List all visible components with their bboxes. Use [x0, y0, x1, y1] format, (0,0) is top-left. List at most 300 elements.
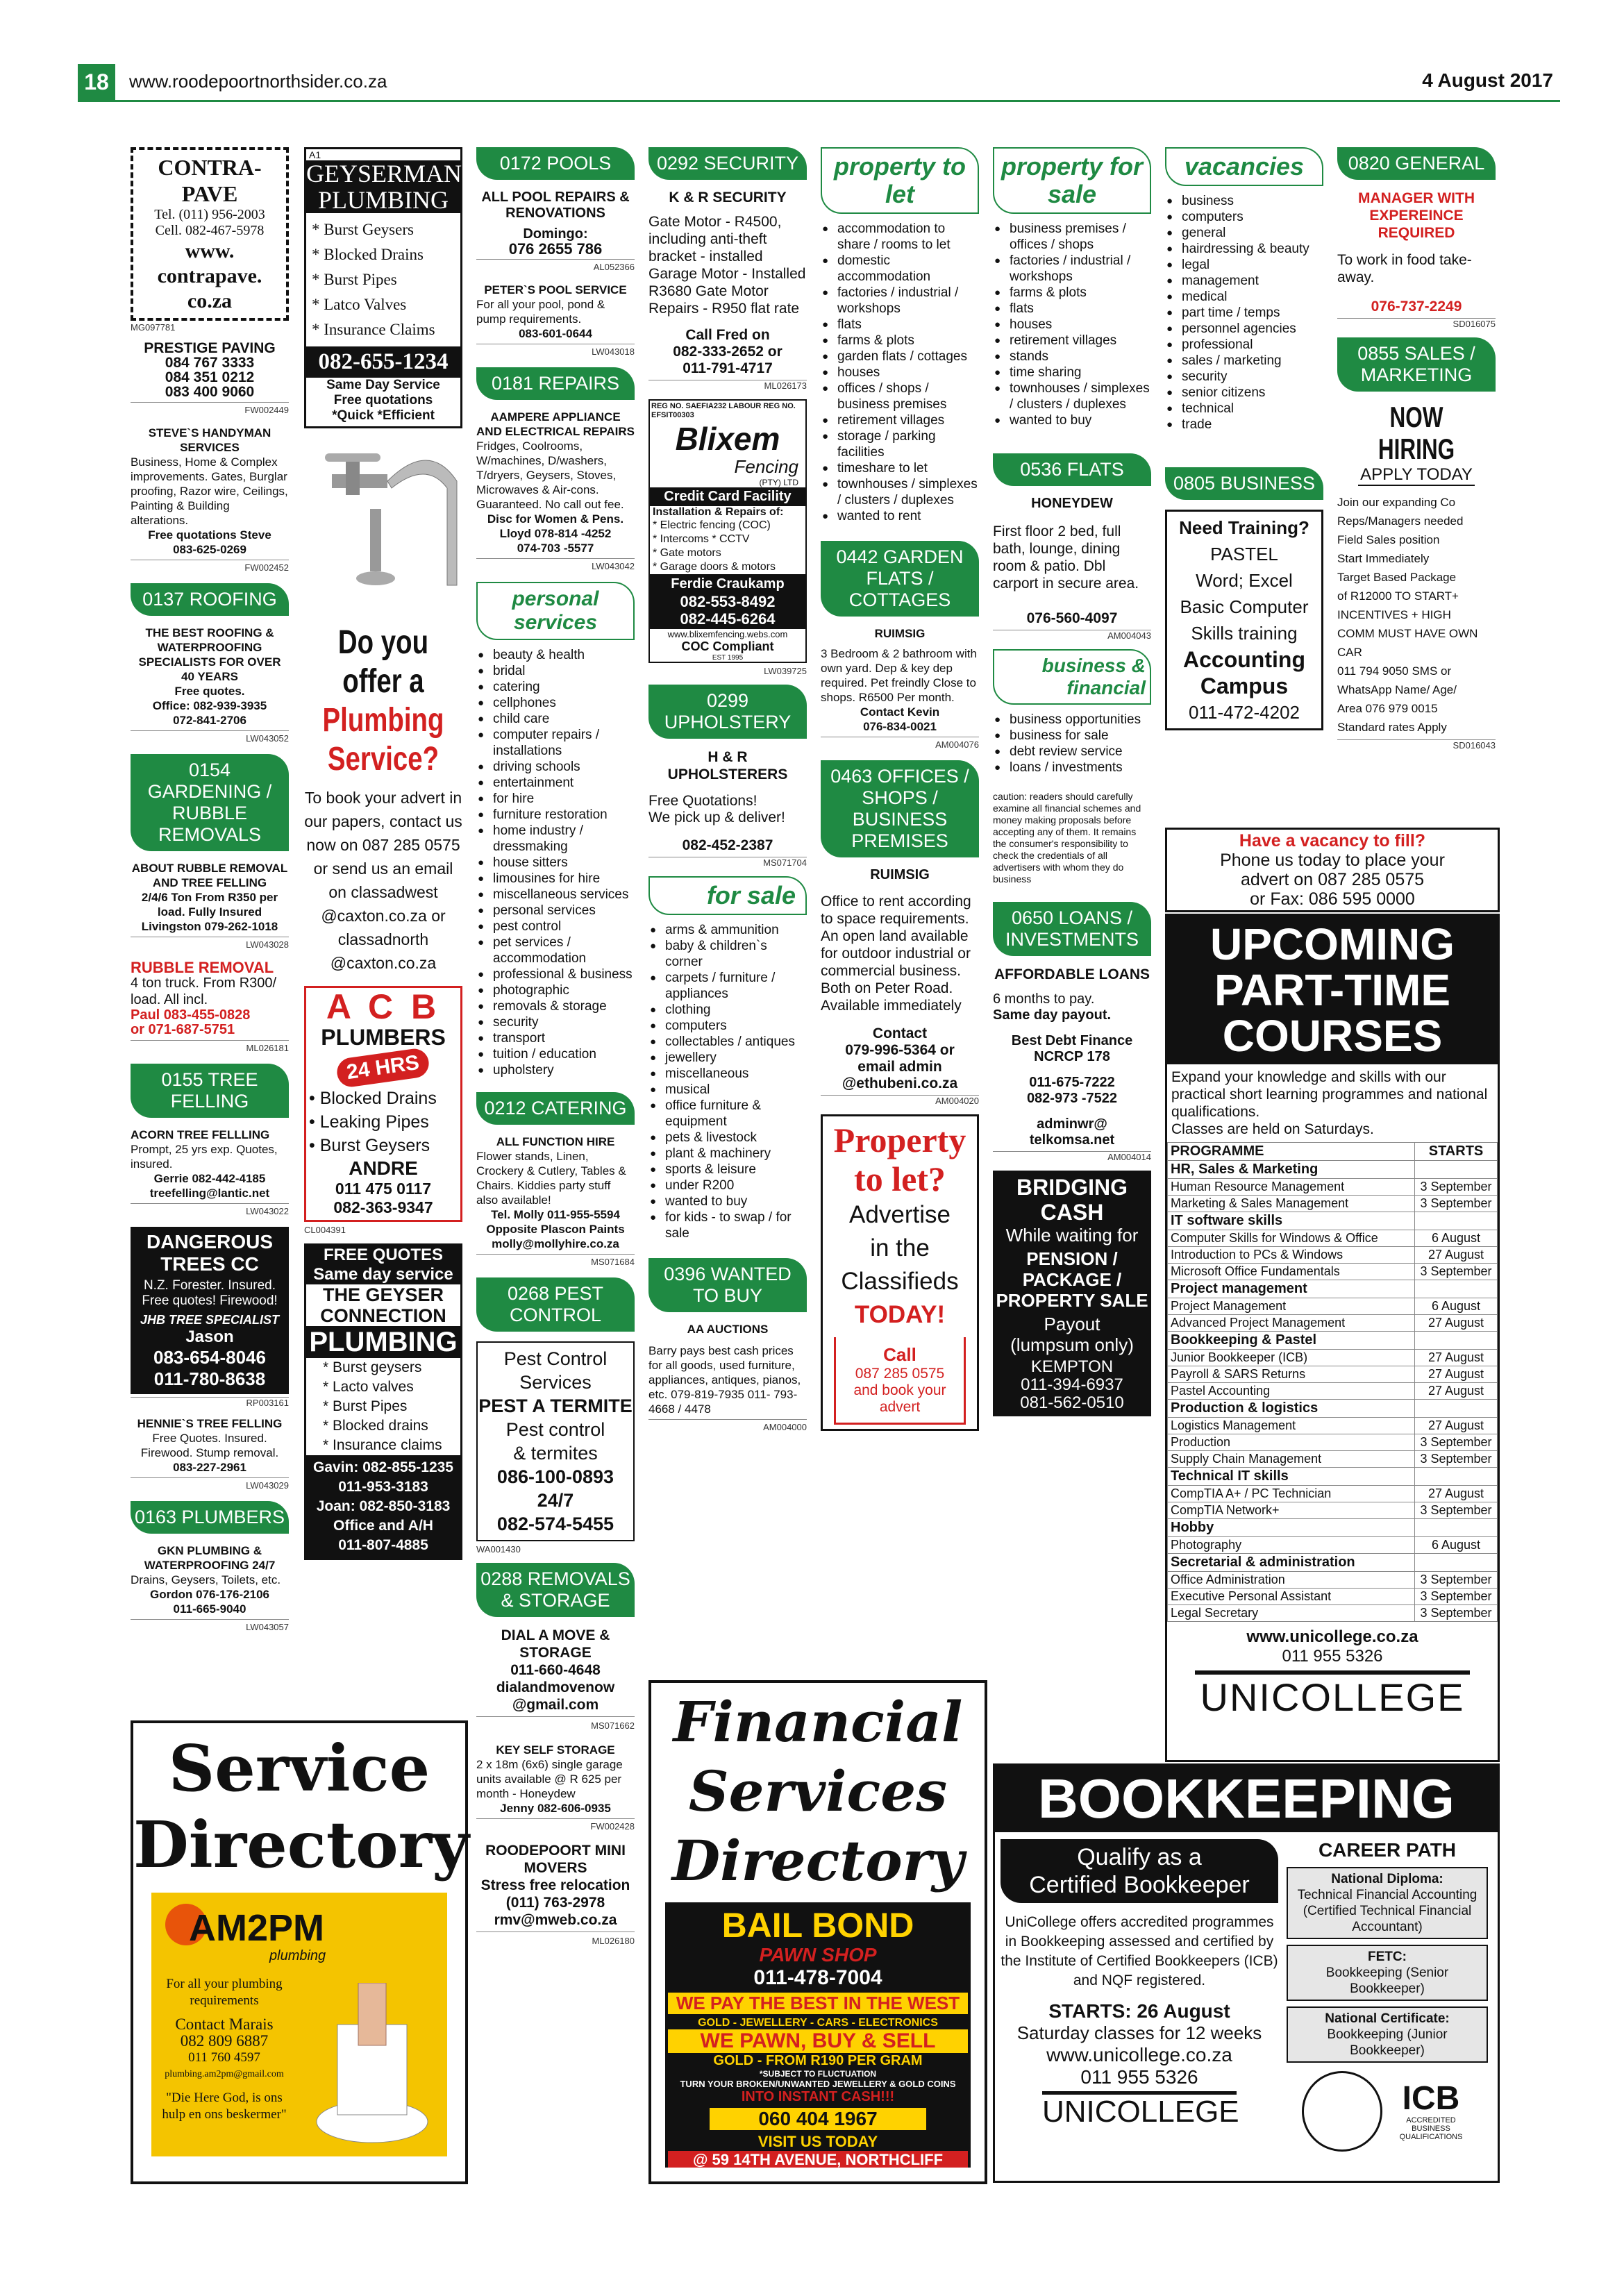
section-flats[interactable]: 0536 FLATS: [993, 453, 1151, 486]
ad-line: Free Quotations!: [648, 793, 757, 809]
ad-line: WhatsApp Name/ Age/: [1337, 683, 1457, 696]
ad-body: For all your pool, pond & pump requirements.: [476, 298, 605, 326]
course-start: 27 August: [1415, 1418, 1498, 1434]
ad-line: *SUBJECT TO FLUCTUATION: [759, 2069, 877, 2079]
section-offices-shops[interactable]: 0463 OFFICES / SHOPS / BUSINESS PREMISES: [821, 760, 979, 857]
course-start: 27 August: [1415, 1366, 1498, 1383]
list-item[interactable]: ● child care: [476, 711, 635, 727]
email[interactable]: adminwr@ telkomsa.net: [1029, 1116, 1115, 1148]
ad-body: Fridges, Coolrooms, W/machines, D/washers, T/dryers, Geysers, Stoves, Microwaves & Air-cons. Guaranteed. No call out fee.: [476, 439, 624, 511]
list-item[interactable]: ● retirement villages: [993, 333, 1151, 349]
geyserman-logo: [306, 160, 460, 213]
list-item[interactable]: ● garden flats / cottages: [821, 349, 979, 364]
phone: 076-834-0021: [863, 720, 937, 733]
icb-title: ICB: [1402, 2080, 1460, 2117]
list-item[interactable]: ● factories / industrial / workshops: [821, 285, 979, 317]
course-start: 3 September: [1415, 1434, 1498, 1451]
list-item: * Insurance claims: [323, 1437, 442, 1453]
ad-code: LW043057: [131, 1619, 289, 1634]
list-item[interactable]: ● cellphones: [476, 695, 635, 711]
column-7: [1165, 147, 1323, 730]
issue-date: 4 August 2017: [1422, 69, 1553, 91]
ad-headline: to let?: [854, 1159, 946, 1198]
list-item[interactable]: ● factories / industrial / workshops: [993, 253, 1151, 285]
table-row: [1168, 1572, 1498, 1589]
email[interactable]: email admin @ethubeni.co.za: [842, 1059, 958, 1091]
section-repairs[interactable]: 0181 REPAIRS: [476, 367, 635, 400]
list-item[interactable]: ● senior citizens: [1165, 385, 1323, 401]
courses-banner: [1167, 916, 1498, 1064]
list-item[interactable]: ● flats: [993, 301, 1151, 317]
section-tree-felling[interactable]: 0155 TREE FELLING: [131, 1064, 289, 1118]
list-item[interactable]: ● security: [476, 1014, 635, 1030]
blixem-contacts: [650, 574, 805, 629]
section-for-sale[interactable]: for sale: [648, 876, 807, 915]
course-start: 3 September: [1415, 1264, 1498, 1280]
career-path-list: [1287, 1867, 1488, 2063]
list-item[interactable]: ● domestic accommodation: [821, 253, 979, 285]
list-item[interactable]: ● part time / temps: [1165, 305, 1323, 321]
course-name: CompTIA A+ / PC Technician: [1168, 1486, 1415, 1502]
phone: 011-660-4648: [510, 1662, 601, 1678]
ad-line: While waiting for: [1005, 1225, 1139, 1246]
list-item[interactable]: ● wanted to rent: [821, 508, 979, 524]
ad-line: Call: [883, 1344, 916, 1365]
section-property-for-sale[interactable]: property for sale: [993, 147, 1151, 214]
email[interactable]: rmv@mweb.co.za: [494, 1912, 617, 1928]
ad-line: Word; Excel: [1196, 570, 1293, 591]
phone: or 071-687-5751: [131, 1022, 235, 1037]
phone: 011-472-4202: [1189, 702, 1300, 723]
list-item[interactable]: ● entertainment: [476, 775, 635, 791]
ad-title: NOW HIRING: [1378, 401, 1455, 465]
ad-line: JHB TREE SPECIALIST: [140, 1313, 280, 1327]
ad-line: WE PAY THE BEST IN THE WEST: [668, 1993, 968, 2014]
ad-code: FW002428: [476, 1818, 635, 1834]
ad-code: LW043029: [131, 1477, 289, 1493]
list-item[interactable]: ● sports & leisure: [648, 1162, 807, 1178]
kr-security-ad: [648, 190, 807, 391]
phone: 079-996-5364 or: [845, 1042, 955, 1058]
list-item[interactable]: ● carpets / furniture / appliances: [648, 970, 807, 1002]
column-2: [304, 147, 462, 1560]
blixem-ad: [648, 399, 807, 663]
list-item[interactable]: ● plant & machinery: [648, 1146, 807, 1162]
ad-code: MS071662: [476, 1716, 635, 1734]
list-item[interactable]: ● wanted to buy: [648, 1193, 807, 1209]
column-3: [476, 147, 635, 1958]
list-item[interactable]: ● furniture restoration: [476, 807, 635, 823]
icb-logo: [1287, 2071, 1488, 2152]
ad-line: of R12000 TO START+: [1337, 589, 1459, 603]
list-item[interactable]: ● houses: [993, 317, 1151, 333]
list-item[interactable]: ● business opportunities: [993, 712, 1151, 728]
ad-title: RUBBLE REMOVAL: [131, 959, 274, 976]
list-item[interactable]: ● catering: [476, 679, 635, 695]
directory-title: Directory: [671, 1828, 964, 1893]
email[interactable]: dialandmovenow @gmail.com: [496, 1679, 615, 1713]
ad-line: Best Debt Finance NCRCP 178: [1011, 1033, 1133, 1064]
list-item[interactable]: ● debt review service: [993, 744, 1151, 760]
ad-code: SD016075: [1337, 318, 1496, 329]
list-item[interactable]: ● computers: [1165, 209, 1323, 225]
section-garden-flats[interactable]: 0442 GARDEN FLATS / COTTAGES: [821, 541, 979, 617]
list-item: * Intercoms * CCTV: [653, 533, 750, 545]
section-business-financial[interactable]: business & financial: [993, 649, 1151, 705]
list-item[interactable]: ● farms & plots: [821, 333, 979, 349]
ad-body: First floor 2 bed, full bath, lounge, dining room & patio. Dbl carport in secure area.: [993, 523, 1139, 592]
list-item: * Insurance Claims: [312, 321, 435, 338]
peters-ad: [476, 283, 635, 359]
ad-line: Stress free relocation: [480, 1877, 630, 1893]
ad-body: To book your advert in our papers, contact us now on 087 285 0575 or send us an email on classadwest @caxton.co.za or classadnorth @caxton.co.za: [304, 789, 462, 972]
list-item: * Blocked Drains: [312, 246, 424, 263]
phone: (011) 763-2978: [505, 1895, 605, 1911]
courses-held: Classes are held on Saturdays.: [1171, 1121, 1374, 1137]
list-item[interactable]: ● miscellaneous services: [476, 887, 635, 903]
section-upholstery[interactable]: 0299 UPHOLSTERY: [648, 685, 807, 739]
section-gardening[interactable]: 0154 GARDENING / RUBBLE REMOVALS: [131, 754, 289, 851]
table-row: [1168, 1332, 1498, 1350]
course-name: Junior Bookkeeper (ICB): [1168, 1350, 1415, 1366]
page-header: [78, 64, 1560, 102]
course-start: 27 August: [1415, 1247, 1498, 1264]
section-general[interactable]: 0820 GENERAL: [1337, 147, 1496, 180]
list-item[interactable]: ● farms & plots: [993, 285, 1151, 301]
list-item[interactable]: ● removals & storage: [476, 998, 635, 1014]
aa-auctions-ad: [648, 1322, 807, 1434]
list-item[interactable]: ● driving schools: [476, 759, 635, 775]
list-item[interactable]: ● tuition / education: [476, 1046, 635, 1062]
list-item[interactable]: ● townhouses / simplexes / clusters / duplexes: [993, 380, 1151, 412]
list-item[interactable]: ● office furniture & equipment: [648, 1098, 807, 1130]
phone: 082-574-5455: [496, 1514, 614, 1534]
table-row: [1168, 1161, 1498, 1179]
service-directory-ad: [131, 1720, 468, 2184]
unicollege-courses-ad: [1165, 914, 1500, 1762]
list-item[interactable]: ● retirement villages: [821, 412, 979, 428]
section-roofing[interactable]: 0137 ROOFING: [131, 583, 289, 616]
list-item[interactable]: ● clothing: [648, 1002, 807, 1018]
dial-a-move-ad: [476, 1627, 635, 1734]
table-row: [1168, 1247, 1498, 1264]
email[interactable]: treefelling@lantic.net: [149, 1187, 270, 1200]
ad-line: Free quotations Steve: [148, 528, 271, 542]
phone: 083 400 9060: [165, 384, 255, 400]
ad-title: ABOUT RUBBLE REMOVAL AND TREE FELLING: [131, 862, 288, 889]
column-header: PROGRAMME: [1168, 1143, 1415, 1161]
bridging-cash-ad: [993, 1171, 1151, 1416]
ad-title: STEVE`S HANDYMAN SERVICES: [148, 426, 271, 454]
roofing-ad: [131, 626, 289, 746]
ad-line: Free quotes! Firewood!: [142, 1293, 278, 1308]
course-start: [1415, 1400, 1498, 1418]
table-row: [1168, 1589, 1498, 1605]
list-item[interactable]: ● computer repairs / installations: [476, 727, 635, 759]
rubble2-ad: [131, 960, 289, 1055]
list-item[interactable]: ● jewellery: [648, 1050, 807, 1066]
business-financial-list: [993, 712, 1151, 776]
phone: 060 404 1967: [710, 2108, 926, 2130]
course-name: Photography: [1168, 1537, 1415, 1554]
ad-code: WA001430: [476, 1544, 521, 1555]
course-name: Project management: [1168, 1280, 1415, 1298]
ad-line: *Quick *Efficient: [332, 408, 435, 423]
table-row: [1168, 1350, 1498, 1366]
section-vacancies[interactable]: vacancies: [1165, 147, 1323, 186]
ad-line: Jason: [185, 1327, 234, 1346]
ad-title: THE BEST ROOFING & WATERPROOFING SPECIALISTS FOR OVER 40 YEARS: [138, 626, 281, 683]
section-catering[interactable]: 0212 CATERING: [476, 1092, 635, 1125]
phone: 082 809 6887: [180, 2032, 269, 2050]
section-business[interactable]: 0805 BUSINESS: [1165, 467, 1323, 500]
course-name: Introduction to PCs & Windows: [1168, 1247, 1415, 1264]
list-item[interactable]: ● security: [1165, 369, 1323, 385]
website[interactable]: www.blixemfencing.webs.com: [667, 629, 788, 639]
section-wanted-to-buy[interactable]: 0396 WANTED TO BUY: [648, 1258, 807, 1312]
course-name: Supply Chain Management: [1168, 1451, 1415, 1468]
website[interactable]: www.unicollege.co.za: [1046, 2044, 1232, 2065]
list-item[interactable]: ● townhouses / simplexes / clusters / duplexes: [821, 476, 979, 508]
ad-line: STARTS: 26 August: [1048, 2000, 1230, 2022]
list-item[interactable]: ● personal services: [476, 903, 635, 919]
list-item[interactable]: ● home industry / dressmaking: [476, 823, 635, 855]
list-item: • Leaking Pipes: [309, 1112, 429, 1132]
ad-line: Area 076 979 0015: [1337, 702, 1438, 715]
ad-code: LW039725: [764, 666, 807, 676]
list-item[interactable]: ● professional: [1165, 337, 1323, 353]
email[interactable]: plumbing.am2pm@gmail.com: [165, 2069, 284, 2079]
column-4: [648, 147, 807, 1443]
site-url[interactable]: www.roodepoortnorthsider.co.za: [129, 71, 387, 92]
list-item[interactable]: ● for kids - to swap / for sale: [648, 1209, 807, 1241]
ad-line: PASTEL: [1210, 544, 1278, 564]
list-item[interactable]: ● limousines for hire: [476, 871, 635, 887]
ad-line: Contact: [872, 1025, 928, 1041]
ad-title: AFFORDABLE LOANS: [994, 966, 1150, 982]
section-property-to-let[interactable]: property to let: [821, 147, 979, 214]
key-storage-ad: [476, 1743, 635, 1834]
ad-line: Standard rates Apply: [1337, 721, 1447, 734]
list-item: • Burst Geysers: [309, 1136, 430, 1155]
list-item[interactable]: ● for hire: [476, 791, 635, 807]
list-item[interactable]: ● house sitters: [476, 855, 635, 871]
ad-line: Free quotations: [333, 393, 433, 408]
phone: Lloyd 078-814 -4252: [499, 527, 612, 540]
ad-title: ALL FUNCTION HIRE: [496, 1135, 615, 1148]
geyser-connection-head: [306, 1246, 460, 1284]
ad-line: in the: [870, 1234, 930, 1262]
phone: 083-227-2961: [173, 1461, 246, 1474]
list-item[interactable]: ● timeshare to let: [821, 460, 979, 476]
list-item[interactable]: ● houses: [821, 364, 979, 380]
phone: 082-445-6264: [680, 610, 776, 628]
list-item[interactable]: ● flats: [821, 317, 979, 333]
list-item[interactable]: ● pest control: [476, 919, 635, 935]
ad-line: Saturday classes for 12 weeks: [1016, 2022, 1262, 2043]
list-item[interactable]: ● bridal: [476, 663, 635, 679]
list-item[interactable]: ● hairdressing & beauty: [1165, 241, 1323, 257]
ad-body: Free Quotes. Insured. Firewood. Stump removal.: [140, 1432, 279, 1459]
list-item[interactable]: ● general: [1165, 225, 1323, 241]
list-item[interactable]: ● musical: [648, 1082, 807, 1098]
qualify-banner: [1001, 1839, 1278, 1903]
table-row: [1168, 1179, 1498, 1196]
course-start: 27 August: [1415, 1486, 1498, 1502]
blixem-logo-sub: Fencing: [734, 456, 798, 477]
column-6: [993, 147, 1151, 1416]
course-start: 6 August: [1415, 1537, 1498, 1554]
phone: Office: 082-939-3935: [152, 699, 267, 712]
pools-ad: [476, 190, 635, 274]
list-item[interactable]: ● pet services / accommodation: [476, 935, 635, 966]
rubble-ad: [131, 861, 289, 952]
list-item[interactable]: ● baby & children`s corner: [648, 938, 807, 970]
ad-line: KEMPTON: [1030, 1357, 1114, 1376]
toilet-icon: [303, 1983, 442, 2150]
list-item[interactable]: ● accommodation to share / rooms to let: [821, 221, 979, 253]
section-sales-marketing[interactable]: 0855 SALES / MARKETING: [1337, 337, 1496, 392]
list-item: * Blocked drains: [323, 1418, 428, 1434]
phone: 011-780-8638: [153, 1368, 266, 1389]
list-item[interactable]: ● under R200: [648, 1178, 807, 1193]
list-item[interactable]: ● wanted to buy: [993, 412, 1151, 428]
house-icon: [834, 1337, 966, 1425]
list-item[interactable]: ● trade: [1165, 417, 1323, 433]
list-item[interactable]: ● miscellaneous: [648, 1066, 807, 1082]
phone: 083-654-8046: [153, 1347, 266, 1368]
acb-list: [306, 1087, 460, 1157]
ad-line: (lumpsum only): [1010, 1334, 1134, 1355]
list-item[interactable]: ● legal: [1165, 257, 1323, 273]
list-item[interactable]: ● time sharing: [993, 364, 1151, 380]
course-start: 3 September: [1415, 1502, 1498, 1519]
table-row: [1168, 1196, 1498, 1212]
course-start: 27 August: [1415, 1350, 1498, 1366]
honeydew-ad: [993, 496, 1151, 641]
ad-code: ML026181: [131, 1040, 289, 1055]
phone: Jenny 082-606-0935: [500, 1802, 611, 1815]
ad-code: MS071684: [476, 1254, 635, 1269]
icb-seal-icon: [1302, 2071, 1382, 2152]
career-path-step: [1287, 1867, 1488, 1939]
list-item[interactable]: ● loans / investments: [993, 760, 1151, 776]
list-item[interactable]: ● computers: [648, 1018, 807, 1034]
ad-line: TURN YOUR BROKEN/UNWANTED JEWELLERY & GOLD COINS: [680, 2079, 956, 2089]
list-item[interactable]: ● arms & ammunition: [648, 922, 807, 938]
phone: 011-807-4885: [338, 1537, 428, 1553]
course-start: 3 September: [1415, 1196, 1498, 1212]
ad-line: CAR: [1337, 646, 1362, 659]
ad-code: AM004043: [993, 630, 1151, 641]
phone: Tel. Molly 011-955-5594: [491, 1208, 620, 1221]
phone: Paul 083-455-0828: [131, 1007, 251, 1023]
list-item[interactable]: ● pets & livestock: [648, 1130, 807, 1146]
list-item[interactable]: ● personnel agencies: [1165, 321, 1323, 337]
course-start: 6 August: [1415, 1230, 1498, 1247]
list-item[interactable]: ● technical: [1165, 401, 1323, 417]
ad-title: PART-TIME: [1214, 965, 1451, 1015]
ad-line: N.Z. Forester. Insured.: [143, 1278, 276, 1293]
list-item[interactable]: ● management: [1165, 273, 1323, 289]
contrapave-web[interactable]: www. contrapave. co.za: [157, 240, 262, 312]
phone: 084 351 0212: [165, 369, 255, 385]
ad-body: Business, Home & Complex improvements. Gates, Burglar proofing, Razor wire, Ceilings, Painting & Building alterations.: [131, 455, 288, 527]
section-security[interactable]: 0292 SECURITY: [648, 147, 807, 180]
pest-ad: [476, 1341, 635, 1541]
course-start: 3 September: [1415, 1179, 1498, 1196]
course-start: 3 September: [1415, 1572, 1498, 1589]
geyser-connection-list: [306, 1358, 460, 1455]
list-item[interactable]: ● offices / shops / business premises: [821, 380, 979, 412]
website[interactable]: www.unicollege.co.za: [1246, 1627, 1418, 1646]
table-row: [1168, 1400, 1498, 1418]
section-pest-control[interactable]: 0268 PEST CONTROL: [476, 1277, 635, 1332]
list-item[interactable]: ● stands: [993, 349, 1151, 364]
ad-body: Drains, Geysers, Toilets, etc.: [131, 1573, 281, 1586]
list-item[interactable]: ● photographic: [476, 982, 635, 998]
phone: 076-560-4097: [1026, 610, 1118, 626]
email[interactable]: molly@mollyhire.co.za: [492, 1237, 619, 1250]
ad-line: Join our expanding Co: [1337, 496, 1456, 509]
property-to-let-ad: [821, 1114, 979, 1431]
list-item[interactable]: ● storage / parking facilities: [821, 428, 979, 460]
list-item: * Lacto valves: [323, 1379, 414, 1395]
list-item[interactable]: ● business premises / offices / shops: [993, 221, 1151, 253]
list-item[interactable]: ● upholstery: [476, 1062, 635, 1078]
ad-title: K & R SECURITY: [669, 190, 787, 206]
ad-line: Domingo:: [523, 226, 588, 242]
ad-title: BAIL BOND: [721, 1906, 914, 1945]
table-row: [1168, 1366, 1498, 1383]
phone: 081-562-0510: [1020, 1393, 1124, 1412]
ad-line: COMM MUST HAVE OWN: [1337, 627, 1478, 640]
list-item[interactable]: ● collectables / antiques: [648, 1034, 807, 1050]
section-plumbers[interactable]: 0163 PLUMBERS: [131, 1501, 289, 1534]
list-item[interactable]: ● business for sale: [993, 728, 1151, 744]
section-personal-services[interactable]: personal services: [476, 582, 635, 640]
ad-line: Ferdie Craukamp: [671, 576, 785, 592]
phone: Gordon 076-176-2106: [150, 1588, 269, 1601]
section-pools[interactable]: 0172 POOLS: [476, 147, 635, 180]
list-item[interactable]: ● medical: [1165, 289, 1323, 305]
list-item[interactable]: ● professional & business: [476, 966, 635, 982]
section-loans[interactable]: 0650 LOANS / INVESTMENTS: [993, 902, 1151, 956]
list-item[interactable]: ● transport: [476, 1030, 635, 1046]
phone: 082-333-2652 or: [673, 344, 782, 360]
course-name: HR, Sales & Marketing: [1168, 1161, 1415, 1179]
table-row: [1168, 1451, 1498, 1468]
list-item[interactable]: ● sales / marketing: [1165, 353, 1323, 369]
ad-code: CL004391: [304, 1225, 346, 1235]
ad-line: Reps/Managers needed: [1337, 514, 1464, 528]
ad-title: BRIDGING CASH: [1016, 1175, 1128, 1225]
section-removals[interactable]: 0288 REMOVALS & STORAGE: [476, 1563, 635, 1617]
ad-line: and book your advert: [853, 1382, 946, 1415]
ad-line: advert on 087 285 0575: [1240, 870, 1425, 889]
list-item[interactable]: ● business: [1165, 193, 1323, 209]
am2pm-text: [158, 1976, 290, 2123]
list-item[interactable]: ● beauty & health: [476, 647, 635, 663]
table-row: [1168, 1212, 1498, 1230]
course-name: Microsoft Office Fundamentals: [1168, 1264, 1415, 1280]
am2pm-sub: plumbing: [269, 1948, 326, 1963]
ad-headline: offer a: [342, 663, 424, 700]
career-path-title: CAREER PATH: [1318, 1839, 1457, 1861]
contrapave-cell: Cell. 082-467-5978: [155, 223, 265, 238]
hennies-ad: [131, 1416, 289, 1493]
pastel-ad: [1165, 510, 1323, 730]
